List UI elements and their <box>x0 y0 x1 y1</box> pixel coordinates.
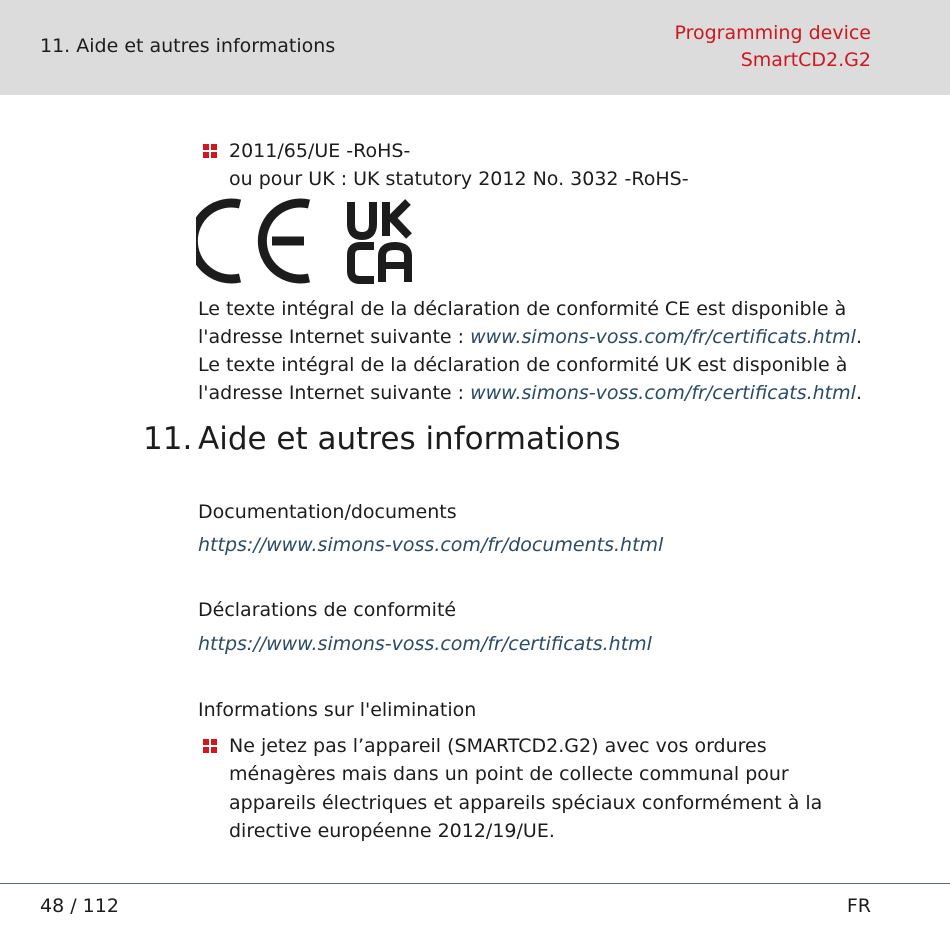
conformity-marks <box>196 198 436 284</box>
disposal-line: ménagères mais dans un point de collecte communal pour <box>229 763 789 785</box>
ce-certificates-link[interactable]: www.simons-voss.com/fr/certificats.html <box>470 326 856 348</box>
disposal-line: directive européenne 2012/19/UE. <box>229 820 555 842</box>
header-product-line1: Programming device <box>674 22 871 44</box>
docs-link[interactable]: https://www.simons-voss.com/fr/documents.html <box>198 534 664 556</box>
ce-declaration-prefix: l'adresse Internet suivante : <box>198 326 471 348</box>
ukca-mark-icon <box>351 202 409 282</box>
header-section-title: 11. Aide et autres informations <box>40 35 336 57</box>
header-product-line2: SmartCD2.G2 <box>740 49 871 71</box>
conformity-link[interactable]: https://www.simons-voss.com/fr/certificats.html <box>198 633 652 655</box>
uk-declaration-line1: Le texte intégral de la déclaration de conformité UK est disponible à <box>198 354 848 376</box>
header-product <box>674 20 871 74</box>
language-code: FR <box>846 895 871 917</box>
bullet-icon <box>203 739 217 753</box>
rohs-line1: 2011/65/UE -RoHS- <box>229 140 411 162</box>
conformity-label: Déclarations de conformité <box>198 599 457 621</box>
disposal-line: appareils électriques et appareils spéciaux conformément à la <box>229 792 823 814</box>
docs-label: Documentation/documents <box>198 501 457 523</box>
disposal-line: Ne jetez pas l’appareil (SMARTCD2.G2) avec vos ordures <box>229 735 767 757</box>
section-number: 11. <box>143 421 193 457</box>
page-header <box>0 0 950 95</box>
footer-divider <box>0 883 950 884</box>
ce-declaration-suffix: . <box>855 326 862 348</box>
uk-certificates-link[interactable]: www.simons-voss.com/fr/certificats.html <box>470 382 856 404</box>
section-title: Aide et autres informations <box>198 421 621 457</box>
disposal-label: Informations sur l'elimination <box>198 699 477 721</box>
uk-declaration-suffix: . <box>855 382 862 404</box>
uk-declaration-prefix: l'adresse Internet suivante : <box>198 382 471 404</box>
ce-declaration-line2 <box>198 323 862 351</box>
page-number: 48 / 112 <box>40 895 119 917</box>
rohs-line2: ou pour UK : UK statutory 2012 No. 3032 -RoHS- <box>229 168 689 190</box>
ce-mark-icon <box>196 203 309 279</box>
ce-declaration-line1: Le texte intégral de la déclaration de conformité CE est disponible à <box>198 298 847 320</box>
bullet-icon <box>203 144 217 158</box>
uk-declaration-line2 <box>198 379 862 407</box>
